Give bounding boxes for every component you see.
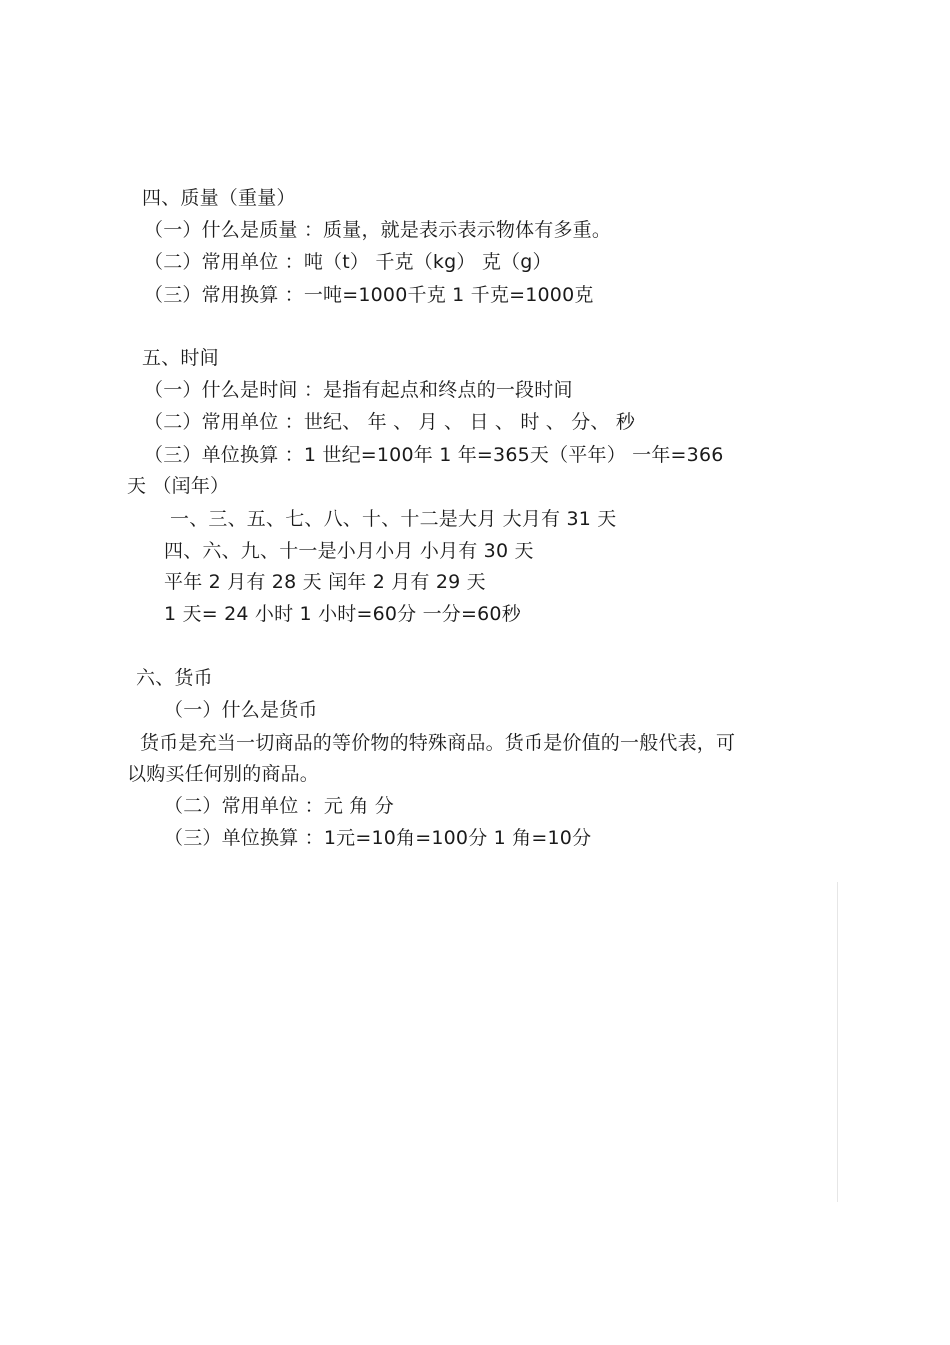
time-conversion-line2: 天 （闰年） [127,475,230,497]
currency-units: （二）常用单位 ：元 角 分 [164,795,394,817]
currency-what: （一）什么是货币 [164,699,318,721]
currency-definition-line2: 以购买任何别的商品。 [127,763,320,785]
page-edge-divider [837,882,838,1202]
currency-definition-line1: 货币是充当一切商品的等价物的特殊商品。货币是价值的一般代表，可 [140,732,736,754]
time-day-hour: 1 天= 24 小时 1 小时=60分 一分=60秒 [164,603,521,625]
mass-conversion: （三）常用换算 ：一吨=1000千克 1 千克=1000克 [144,284,594,306]
time-big-month: 一、三、五、七、八、十、十二是大月 大月有 31 天 [170,508,617,530]
time-february: 平年 2 月有 28 天 闰年 2 月有 29 天 [164,571,486,593]
currency-conversion: （三）单位换算 ：1元=10角=100分 1 角=10分 [164,827,592,849]
section-currency-title: 六、货币 [136,667,213,689]
time-units: （二）常用单位 ：世纪、 年 、 月 、 日 、 时 、 分、 秒 [144,411,636,433]
section-mass-title: 四、质量（重量） [142,187,296,209]
time-definition: （一）什么是时间 ：是指有起点和终点的一段时间 [144,379,573,401]
time-small-month: 四、六、九、十一是小月小月 小月有 30 天 [164,540,534,562]
mass-units: （二）常用单位 ：吨（t） 千克（kg） 克（g） [144,251,552,273]
section-time-title: 五、时间 [142,347,219,369]
mass-definition: （一）什么是质量 ：质量，就是表示表示物体有多重。 [144,219,612,241]
time-conversion-line1: （三）单位换算 ：1 世纪=100年 1 年=365天（平年） 一年=366 [144,444,724,466]
